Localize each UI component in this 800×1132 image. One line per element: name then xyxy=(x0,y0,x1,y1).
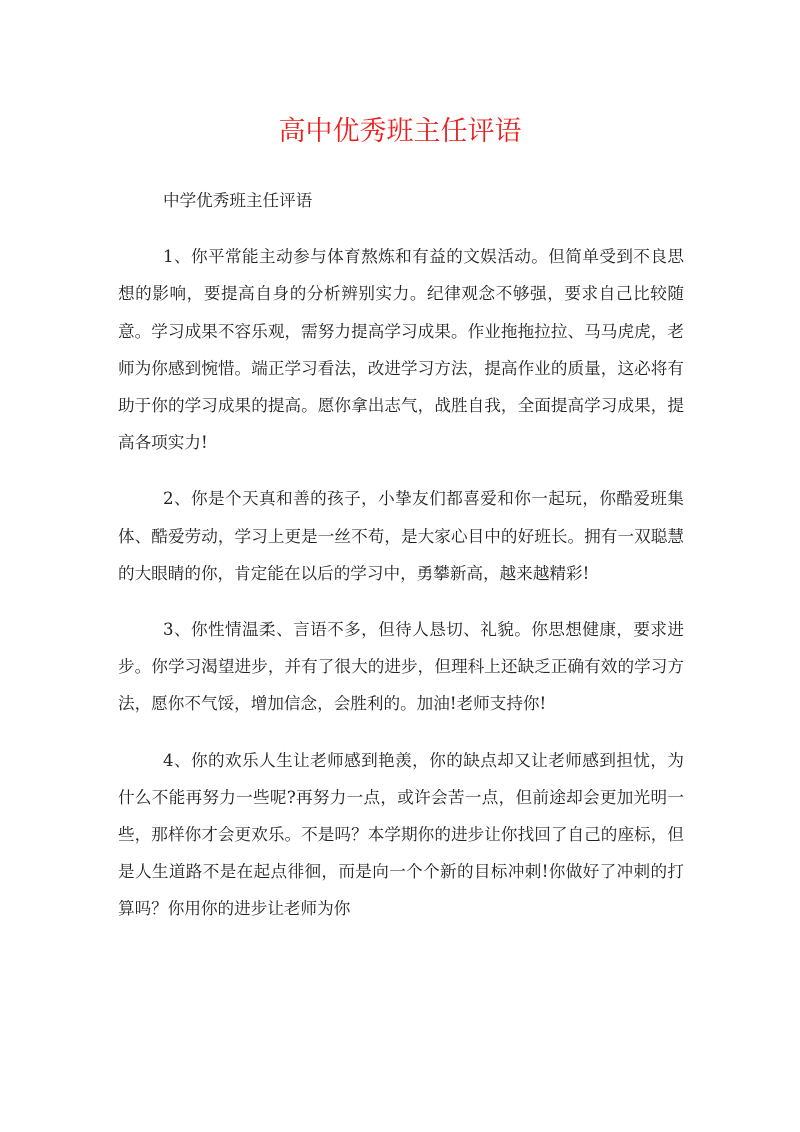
document-body xyxy=(118,182,684,947)
comment-paragraph-2: 2、你是个天真和善的孩子，小挚友们都喜爱和你一起玩，你酷爱班集体、酷爱劳动，学习上更是一丝不苟，是大家心目中的好班长。拥有一双聪慧的大眼睛的你，肯定能在以后的学习中，勇攀新高，越来越精彩! xyxy=(118,489,684,583)
document-title: 高中优秀班主任评语 xyxy=(278,116,522,147)
comment-paragraph-3: 3、你性情温柔、言语不多，但待人恳切、礼貌。你思想健康，要求进步。你学习渴望进步，并有了很大的进步，但理科上还缺乏正确有效的学习方法，愿你不气馁，增加信念，会胜利的。加油!老师支持你! xyxy=(118,620,684,714)
document-subtitle: 中学优秀班主任评语 xyxy=(163,191,313,210)
comment-paragraph-4: 4、你的欢乐人生让老师感到艳羡，你的缺点却又让老师感到担忧，为什么不能再努力一些呢?再努力一点，或许会苦一点，但前途却会更加光明一些，那样你才会更欢乐。不是吗？本学期你的进步让你找回了自己的座标，但是人生道路不是在起点徘徊，而是向一个个新的目标冲刺!你做好了冲刺的打算吗？你用你的进步让老师为你 xyxy=(118,750,684,919)
comment-paragraph-1: 1、你平常能主动参与体育熬炼和有益的文娱活动。但简单受到不良思想的影响，要提高自身的分析辨别实力。纪律观念不够强，要求自己比较随意。学习成果不容乐观，需努力提高学习成果。作业拖拖拉拉、马马虎虎，老师为你感到惋惜。端正学习看法，改进学习方法，提高作业的质量，这必将有助于你的学习成果的提高。愿你拿出志气，战胜自我，全面提高学习成果，提高各项实力! xyxy=(118,247,684,453)
